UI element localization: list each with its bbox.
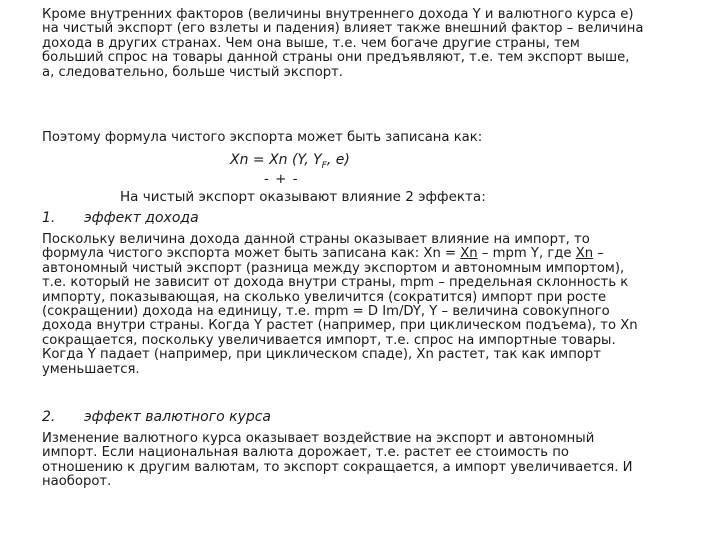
paragraph-line: сокращается, поскольку увеличивается импорт, т.е. спрос на импортные товары. [42,332,616,348]
effect1-paragraph [42,233,682,377]
paragraph-line: т.е. который не зависит от дохода внутри страны, mpm – предельная склонность к [42,275,629,291]
paragraph-line [42,247,682,261]
effects-heading: На чистый экспорт оказывают влияние 2 эффекта: [120,189,486,205]
paragraph-line: импорт. Если национальная валюта дорожает, т.е. растет ее стоимость по [42,445,569,461]
paragraph-line: (сокращении) дохода на единицу, т.е. mpm = D Im/DY, Y – величина совокупного [42,304,610,320]
text-run: – [593,246,604,262]
paragraph-line: а, следовательно, больше чистый экспорт. [42,64,344,80]
intro-paragraph [42,8,682,80]
paragraph-line: больший спрос на товары данной страны они предъявляют, т.е. тем экспорт выше, [42,50,630,66]
paragraph-line: автономный чистый экспорт (разница между экспортом и автономным импортом), [42,260,625,276]
formula-signs: - + - [264,171,299,187]
formula-tail: , e) [326,152,350,168]
formula-main: Xn = Xn (Y, Y [230,152,322,168]
formula-intro-text: Поэтому формула чистого экспорта может быть записана как: [42,130,483,145]
paragraph-line: уменьшается. [42,361,140,377]
paragraph-line: Изменение валютного курса оказывает воздействие на экспорт и автономный [42,431,595,446]
paragraph-line: импорту, показывающая, на сколько увеличится (сократится) импорт при росте [42,289,607,305]
effect2-number: 2. [42,409,56,425]
paragraph-line: Поскольку величина дохода данной страны оказывает влияние на импорт, то [42,232,590,247]
paragraph-line: дохода внутри страны. Когда Y растет (например, при циклическом подъема), то Xn [42,318,638,334]
paragraph-line: Когда Y падает (например, при циклическом спаде), Xn растет, так как импорт [42,347,601,363]
paragraph-line: дохода в других странах. Чем она выше, т.е. чем богаче другие страны, тем [42,35,580,51]
effect1-number: 1. [42,210,56,226]
effect2-paragraph [42,432,682,490]
underlined-term: Xn [575,246,594,262]
text-run: формула чистого экспорта может быть записана как: Xn = [42,246,461,262]
paragraph-line: Кроме внутренних факторов (величины внутреннего дохода Y и валютного курса e) [42,7,634,22]
formula-intro [42,131,682,145]
paragraph-line: на чистый экспорт (его взлеты и падения) влияет также внешний фактор – величина [42,21,644,37]
effect1-heading [42,210,199,226]
effect1-title: эффект дохода [84,210,199,226]
paragraph-line: наоборот. [42,474,112,490]
effect2-title: эффект валютного курса [84,409,272,425]
paragraph-line: отношению к другим валютам, то экспорт сокращается, а импорт увеличивается. И [42,459,633,475]
effect2-heading [42,409,271,425]
underlined-term: Xn [460,246,478,262]
net-export-formula [230,152,350,171]
formula-subscript: F [321,160,327,171]
text-run: – mpm Y, где [477,246,576,262]
